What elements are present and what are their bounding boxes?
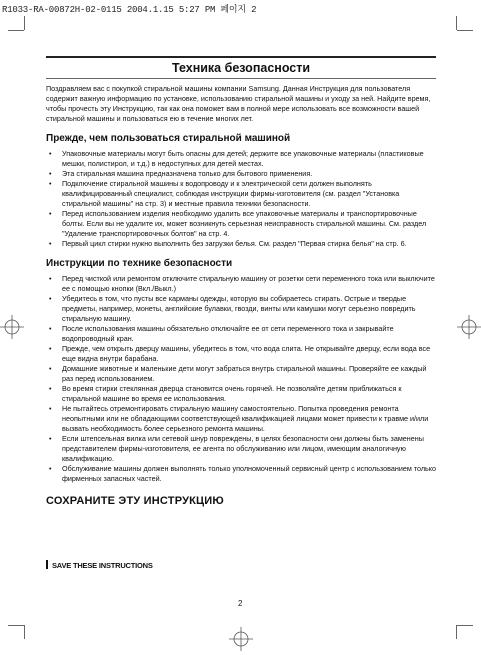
list-item: • Упаковочные материалы могут быть опасны для детей; держите все упаковочные материалы (пластиковые мешки, полистирол, и т.д.) в недоступных для детей местах. [46,149,438,169]
list-item: • После использования машины обязательно отключайте ее от сети переменного тока и закрывайте водопроводный кран. [46,324,438,344]
section-heading-before-use: Прежде, чем пользоваться стиральной машиной [46,133,291,144]
list-item: • Убедитесь в том, что пусты все карманы одежды, которую вы собираетесь стирать. Острые и твердые предметы, например, монеты, английские булавки, гвозди, винты или камушки могут серьезно повредить стиральную машину. [46,294,438,324]
list-item: • Перед использованием изделия необходимо удалить все упаковочные материалы и транспортировочные болты. Если вы не удалите их, может возникнуть серьезная неисправность стиральной машины. См. раздел "Удаление транспортировочных болтов" на стр. 4. [46,209,438,239]
registration-mark-left [0,315,24,339]
crop-mark-top-left-h [8,30,24,31]
footer-label-text: SAVE THESE INSTRUCTIONS [52,561,153,570]
list-item: • Домашние животные и маленькие дети могут забраться внутрь стиральной машины. Проверяйте ее каждый раз перед использованием. [46,364,438,384]
document-body [46,84,438,506]
crop-mark-bottom-left [24,625,25,639]
list-item: • Не пытайтесь отремонтировать стиральную машину самостоятельно. Попытка проведения ремонта неопытными или не обладающими соответствующей квалификацией лицами может привести к травме и/или вызвать необходимость более серьезного ремонта машины. [46,404,438,434]
footer-bar-marker [46,560,48,569]
safety-instructions-list [46,274,438,484]
registration-mark-right [457,315,481,339]
list-item: • Если штепсельная вилка или сетевой шнур повреждены, в целях безопасности они должны быть заменены представителем фирмы-изготовителя, ее агента по обслуживанию или лицом, имеющим аналогичную квалификацию. [46,434,438,464]
crop-mark-bottom-left-h [8,625,24,626]
footer-section-label [46,560,153,570]
list-item: • Во время стирки стеклянная дверца становится очень горячей. Не позволяйте детям приближаться к стиральной машине во время ее использования. [46,384,438,404]
crop-mark-bottom-right [456,625,457,639]
list-item: • Подключение стиральной машины к водопроводу и к электрической сети должен выполнять квалифицированный специалист, соблюдая инструкции фирмы-изготовителя (см. раздел "Установка стиральной машины" на стр. 3) и местные правила техники безопасности. [46,179,438,209]
save-instructions-notice: СОХРАНИТЕ ЭТУ ИНСТРУКЦИЮ [46,495,224,507]
list-item: • Перед чисткой или ремонтом отключите стиральную машину от розетки сети переменного тока или выключите ее с помощью кнопки (Вкл./Выкл.) [46,274,438,294]
section-heading-safety-instructions: Инструкции по технике безопасности [46,258,233,269]
page-title: Техника безопасности [46,56,436,79]
print-file-info: R1033-RA-00872H-02-0115 2004.1.15 5:27 PM 페이지 2 [2,5,257,15]
list-item: • Обслуживание машины должен выполнять только уполномоченный сервисный центр с использованием только фирменных запасных частей. [46,464,438,484]
registration-mark-bottom [229,627,253,651]
crop-mark-top-right [456,16,457,30]
crop-mark-top-left [24,16,25,30]
list-item: • Первый цикл стирки нужно выполнить без загрузки белья. См. раздел "Первая стирка белья" на стр. 6. [46,239,438,249]
crop-mark-bottom-right-h [457,625,473,626]
before-use-list [46,149,438,249]
list-item: • Прежде, чем открыть дверцу машины, убедитесь в том, что вода слита. Не открывайте дверцу, если вода все еще видна внутри барабана. [46,344,438,364]
list-item: • Эта стиральная машина предназначена только для бытового применения. [46,169,438,179]
crop-mark-top-right-h [457,30,473,31]
intro-paragraph: Поздравляем вас с покупкой стиральной машины компании Samsung. Данная Инструкция для пользователя содержит важную информацию по установке, использованию стиральной машины и уходу за ней. Найдите время, чтобы прочесть эту Инструкцию, так как она поможет вам в полной мере использовать все возможности вашей стиральной машины и пользоваться ею в течение многих лет. [46,84,431,123]
page-number: 2 [238,599,243,608]
